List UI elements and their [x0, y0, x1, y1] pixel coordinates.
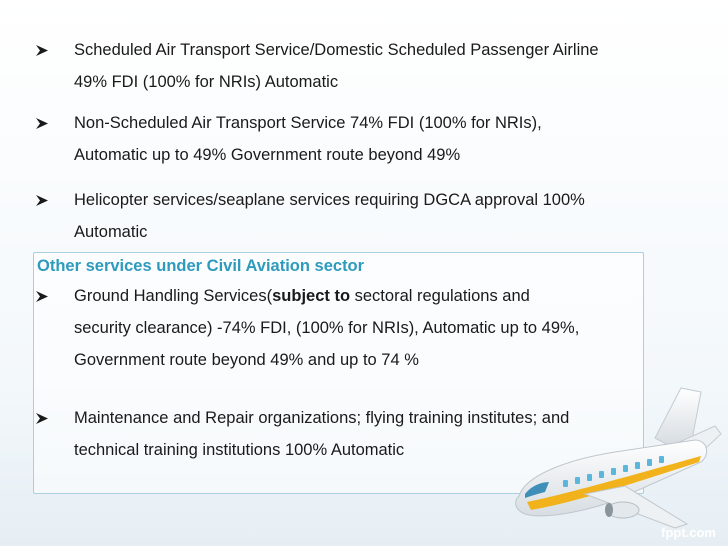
bullet-line: Government route beyond 49% and up to 74 % — [74, 351, 419, 369]
bullet-line: technical training institutions 100% Automatic — [74, 441, 405, 459]
airplane-illustration — [505, 378, 728, 546]
arrow-bullet-icon — [36, 184, 50, 216]
bullet-line: Scheduled Air Transport Service/Domestic Scheduled Passenger Airline — [74, 41, 599, 59]
text-run: sectoral regulations and — [350, 287, 530, 305]
brand-watermark: fppt.com — [661, 525, 716, 540]
bullet-scheduled-air-transport — [36, 34, 656, 98]
arrow-bullet-icon — [36, 402, 50, 434]
bullet-line: Automatic — [74, 223, 148, 241]
bullet-line: Helicopter services/seaplane services requiring DGCA approval 100% — [74, 191, 585, 209]
bullet-line: Non-Scheduled Air Transport Service 74% FDI (100% for NRIs), — [74, 114, 542, 132]
bullet-non-scheduled-air-transport — [36, 107, 656, 171]
bullet-ground-handling — [36, 280, 656, 376]
bullet-line: 49% FDI (100% for NRIs) Automatic — [74, 73, 339, 91]
bullet-helicopter-services — [36, 184, 656, 248]
arrow-bullet-icon — [36, 280, 50, 312]
bullet-line — [74, 280, 656, 312]
bullet-line: Automatic up to 49% Government route beyond 49% — [74, 146, 461, 164]
section-title: Other services under Civil Aviation sector — [37, 257, 365, 275]
bold-text: subject to — [272, 287, 351, 305]
bullet-line: security clearance) -74% FDI, (100% for NRIs), Automatic up to 49%, — [74, 319, 580, 337]
bullet-line: Maintenance and Repair organizations; flying training institutes; and — [74, 409, 570, 427]
arrow-bullet-icon — [36, 107, 50, 139]
arrow-bullet-icon — [36, 34, 50, 66]
text-run: Ground Handling Services( — [74, 287, 273, 305]
